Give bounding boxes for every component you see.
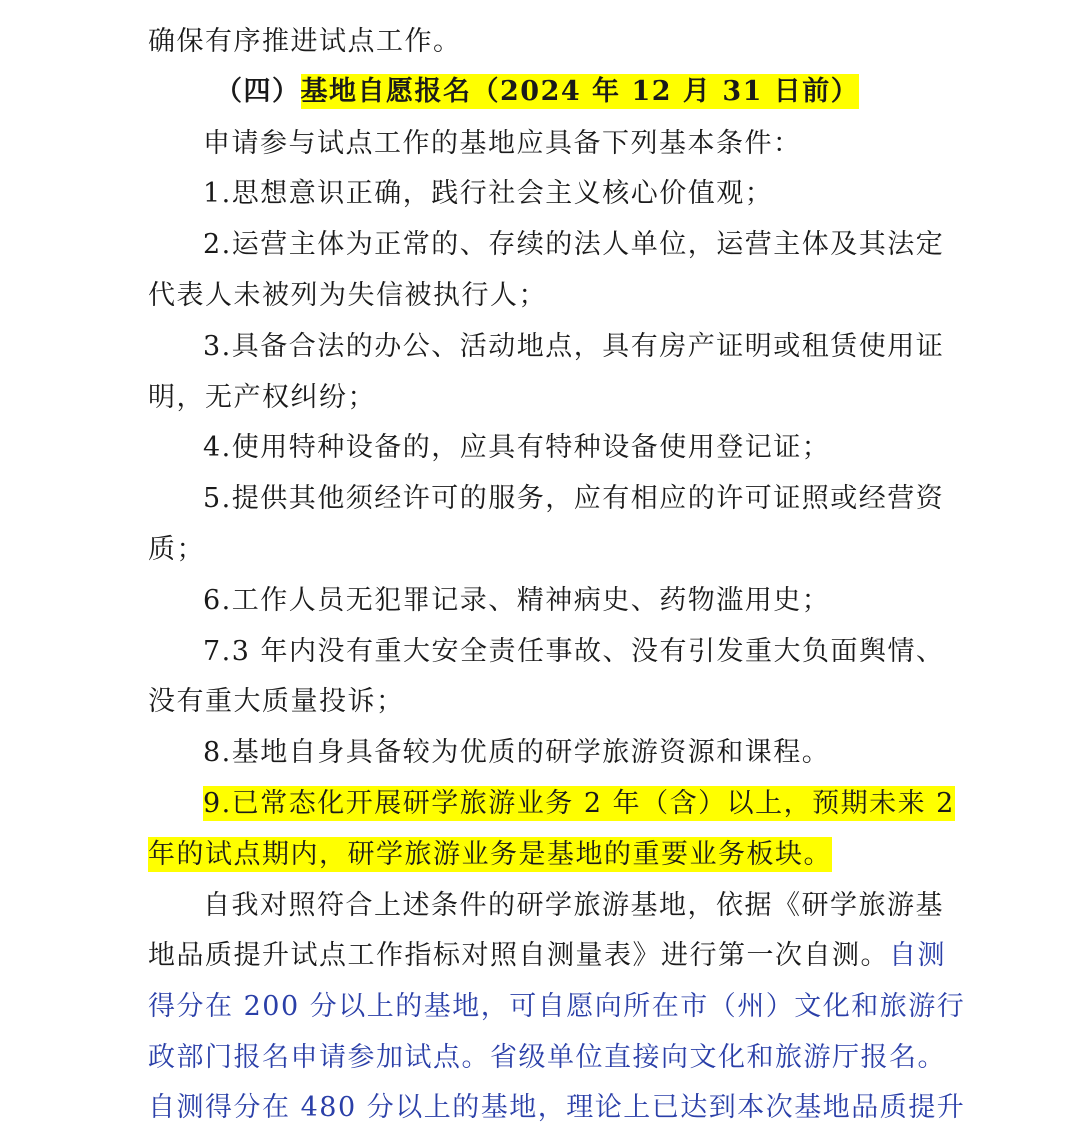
condition-item-7-line-2: 没有重大质量投诉； (148, 686, 405, 717)
self-test-paragraph-line-5: 自测得分在 480 分以上的基地，理论上已达到本次基地品质提升 (148, 1092, 966, 1123)
condition-item-6: 6.工作人员无犯罪记录、精神病史、药物滥用史； (203, 585, 831, 616)
condition-item-9-line-2 (148, 835, 832, 875)
condition-item-2-line-2: 代表人未被列为失信被执行人； (148, 280, 547, 311)
self-test-paragraph-line-4: 政部门报名申请参加试点。省级单位直接向文化和旅游厅报名。 (148, 1042, 946, 1073)
condition-item-9-line-1 (203, 784, 955, 824)
condition-item-5-line-2: 质； (148, 534, 205, 565)
self-test-paragraph-line-2 (148, 936, 946, 976)
highlighted-text: 年的试点期内，研学旅游业务是基地的重要业务板块。 (148, 839, 832, 870)
condition-item-1: 1.思想意识正确，践行社会主义核心价值观； (203, 178, 774, 209)
self-test-paragraph-line-3: 得分在 200 分以上的基地，可自愿向所在市（州）文化和旅游行 (148, 991, 966, 1022)
condition-item-5-line-1: 5.提供其他须经许可的服务，应有相应的许可证照或经营资 (203, 483, 945, 514)
condition-item-2-line-1: 2.运营主体为正常的、存续的法人单位，运营主体及其法定 (203, 229, 945, 260)
condition-item-3-line-1: 3.具备合法的办公、活动地点，具有房产证明或租赁使用证 (203, 331, 945, 362)
section-heading-number: （四） (215, 76, 301, 107)
intro-paragraph: 申请参与试点工作的基地应具备下列基本条件： (203, 128, 802, 159)
blue-paragraph-text: 自测 (889, 940, 946, 971)
paragraph-text: 地品质提升试点工作指标对照自测量表》进行第一次自测。 (148, 940, 889, 971)
text-line-previous: 确保有序推进试点工作。 (148, 26, 462, 57)
section-heading (215, 72, 859, 112)
condition-item-4: 4.使用特种设备的，应具有特种设备使用登记证； (203, 432, 831, 463)
self-test-paragraph-line-1: 自我对照符合上述条件的研学旅游基地，依据《研学旅游基 (203, 890, 944, 921)
condition-item-8: 8.基地自身具备较为优质的研学旅游资源和课程。 (203, 737, 831, 768)
condition-item-7-line-1: 7.3 年内没有重大安全责任事故、没有引发重大负面舆情、 (203, 636, 945, 667)
highlighted-text: 9.已常态化开展研学旅游业务 2 年（含）以上，预期未来 2 (203, 788, 955, 819)
condition-item-3-line-2: 明，无产权纠纷； (148, 382, 376, 413)
section-heading-title: 基地自愿报名（2024 年 12 月 31 日前） (300, 76, 860, 107)
